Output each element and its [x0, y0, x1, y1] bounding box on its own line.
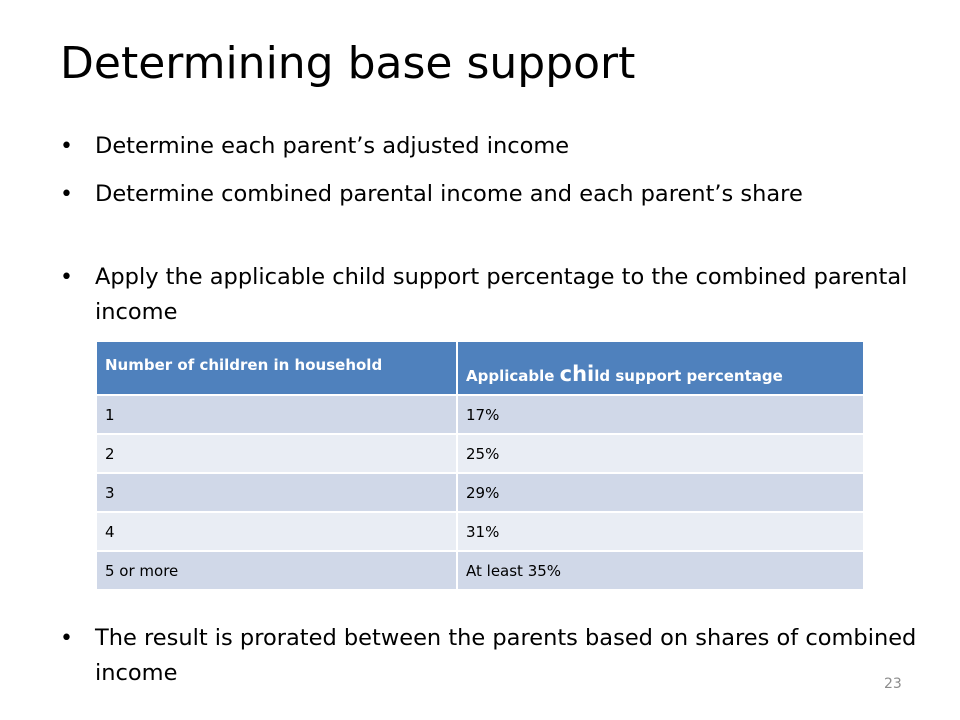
- cell-children: 5 or more: [96, 551, 457, 590]
- bullet-item: [60, 621, 920, 691]
- header-children-count: Number of children in household: [96, 341, 457, 395]
- cell-percentage: 29%: [457, 473, 864, 512]
- header-part: Applicable: [466, 367, 560, 385]
- bullet-text: Apply the applicable child support percentage to the combined parental income: [95, 264, 908, 325]
- bullet-dot-icon: •: [60, 626, 73, 651]
- cell-children: 2: [96, 434, 457, 473]
- cell-percentage: 17%: [457, 395, 864, 434]
- header-support-percentage: [457, 341, 864, 395]
- cell-children: 4: [96, 512, 457, 551]
- support-percentage-table: [95, 340, 865, 591]
- table-row: [96, 434, 864, 473]
- table-row: [96, 395, 864, 434]
- cell-children: 3: [96, 473, 457, 512]
- table-row: [96, 473, 864, 512]
- cell-percentage: 25%: [457, 434, 864, 473]
- bullet-dot-icon: •: [60, 182, 73, 207]
- slide-title: Determining base support: [60, 38, 636, 89]
- cell-percentage: 31%: [457, 512, 864, 551]
- table-row: [96, 551, 864, 590]
- bullet-text: The result is prorated between the parents based on shares of combined income: [95, 625, 917, 686]
- header-part: ld support percentage: [594, 367, 783, 385]
- table-header-row: [96, 341, 864, 395]
- bullet-item: [60, 260, 920, 330]
- cell-children: 1: [96, 395, 457, 434]
- bullet-dot-icon: •: [60, 265, 73, 290]
- bullet-dot-icon: •: [60, 134, 73, 159]
- header-part-large: chi: [559, 362, 595, 386]
- page-number: 23: [884, 676, 902, 692]
- cell-percentage: At least 35%: [457, 551, 864, 590]
- bullet-item: [60, 129, 920, 164]
- table-row: [96, 512, 864, 551]
- bullet-text: Determine combined parental income and each parent’s share: [95, 181, 803, 207]
- bullet-item: [60, 177, 920, 212]
- bullet-text: Determine each parent’s adjusted income: [95, 133, 570, 159]
